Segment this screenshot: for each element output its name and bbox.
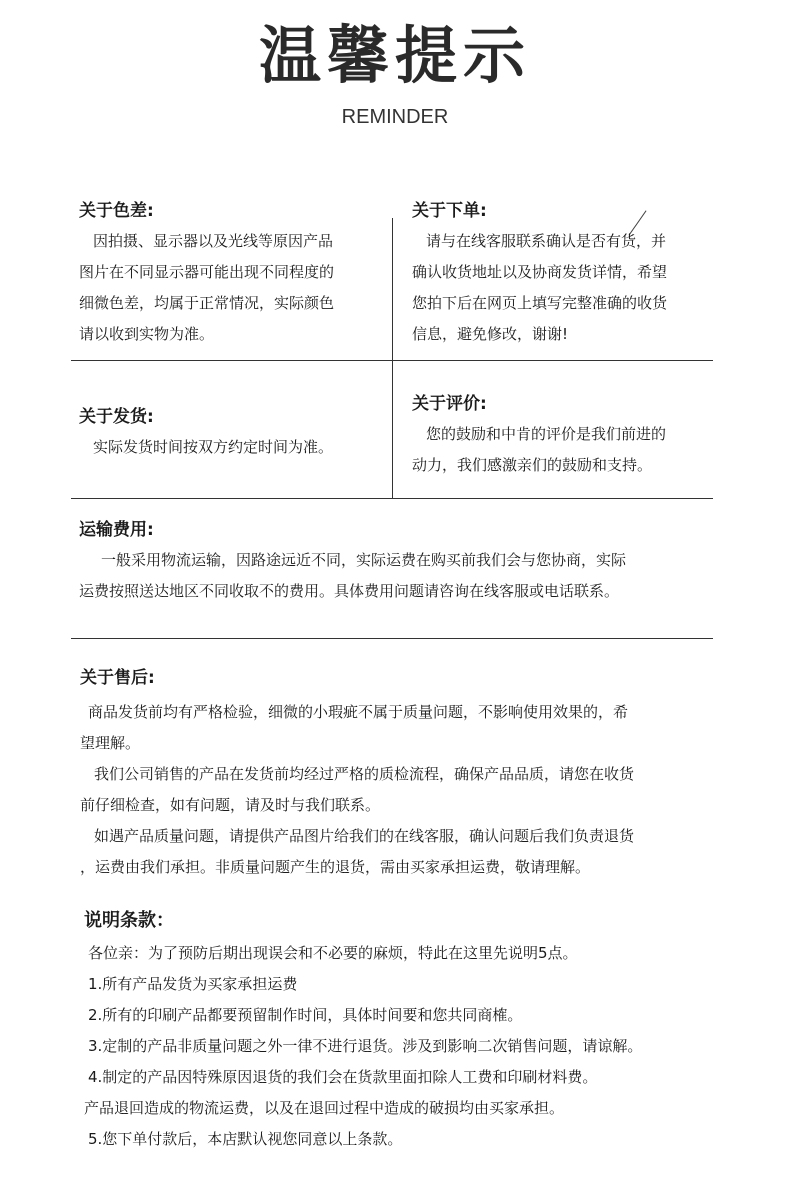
order-line: 信息，避免修改，谢谢! xyxy=(412,325,569,343)
freight-section xyxy=(79,519,626,607)
terms-line: 2.所有的印刷产品都要预留制作时间，具体时间要和您共同商榷。 xyxy=(88,1006,523,1024)
grid-horizontal-divider-2 xyxy=(71,498,713,499)
shipping-line: 实际发货时间按双方约定时间为准。 xyxy=(93,438,334,456)
review-section xyxy=(412,393,666,481)
freight-heading: 运输费用: xyxy=(79,520,154,540)
after-sales-line: 商品发货前均有严格检验，细微的小瑕疵不属于质量问题，不影响使用效果的，希 xyxy=(88,703,629,721)
terms-heading: 说明条款： xyxy=(84,910,174,931)
review-line: 动力，我们感激亲们的鼓励和支持。 xyxy=(412,456,653,474)
after-sales-line: 望理解。 xyxy=(80,734,141,752)
after-sales-line: 如遇产品质量问题，请提供产品图片给我们的在线客服，确认问题后我们负责退货 xyxy=(94,827,635,845)
order-section xyxy=(412,200,667,350)
freight-line: 运费按照送达地区不同收取不的费用。具体费用问题请咨询在线客服或电话联系。 xyxy=(79,582,620,600)
review-heading: 关于评价: xyxy=(412,394,487,414)
order-line: 请与在线客服联系确认是否有货，并 xyxy=(426,232,667,250)
color-difference-line: 因拍摄、显示器以及光线等原因产品 xyxy=(93,232,334,250)
shipping-heading: 关于发货: xyxy=(79,407,154,427)
order-heading: 关于下单: xyxy=(412,201,487,221)
color-difference-line: 请以收到实物为准。 xyxy=(79,325,215,343)
terms-line: 5.您下单付款后，本店默认视您同意以上条款。 xyxy=(88,1130,403,1148)
page-title: 温馨提示 xyxy=(258,19,531,92)
terms-line: 3.定制的产品非质量问题之外一律不进行退货。涉及到影响二次销售问题，请谅解。 xyxy=(88,1037,643,1055)
color-difference-heading: 关于色差: xyxy=(79,201,154,221)
after-sales-line: 前仔细检查，如有问题，请及时与我们联系。 xyxy=(80,796,381,814)
order-line: 您拍下后在网页上填写完整准确的收货 xyxy=(412,294,668,312)
color-difference-line: 细微色差，均属于正常情况，实际颜色 xyxy=(79,294,335,312)
grid-horizontal-divider-1 xyxy=(71,360,713,361)
review-line: 您的鼓励和中肯的评价是我们前进的 xyxy=(426,425,667,443)
freight-line: 一般采用物流运输，因路途远近不同，实际运费在购买前我们会与您协商，实际 xyxy=(101,551,627,569)
color-difference-section xyxy=(79,200,334,350)
after-sales-heading: 关于售后: xyxy=(80,668,155,688)
terms-line: 4.制定的产品因特殊原因退货的我们会在货款里面扣除人工费和印刷材料费。 xyxy=(88,1068,598,1086)
order-line: 确认收货地址以及协商发货详情，希望 xyxy=(412,263,668,281)
after-sales-line: ，运费由我们承担。非质量问题产生的退货，需由买家承担运费，敬请理解。 xyxy=(80,858,591,876)
after-sales-line: 我们公司销售的产品在发货前均经过严格的质检流程，确保产品品质，请您在收货 xyxy=(94,765,635,783)
freight-divider xyxy=(71,638,713,639)
color-difference-line: 图片在不同显示器可能出现不同程度的 xyxy=(79,263,335,281)
after-sales-section xyxy=(80,667,634,883)
page-subtitle: REMINDER xyxy=(341,106,449,128)
shipping-section xyxy=(79,406,333,463)
terms-line: 1.所有产品发货为买家承担运费 xyxy=(88,975,298,993)
terms-line: 产品退回造成的物流运费，以及在退回过程中造成的破损均由买家承担。 xyxy=(84,1099,565,1117)
grid-vertical-divider xyxy=(392,218,393,499)
terms-section xyxy=(84,910,642,1155)
terms-line: 各位亲：为了预防后期出现误会和不必要的麻烦，特此在这里先说明5点。 xyxy=(88,944,578,962)
